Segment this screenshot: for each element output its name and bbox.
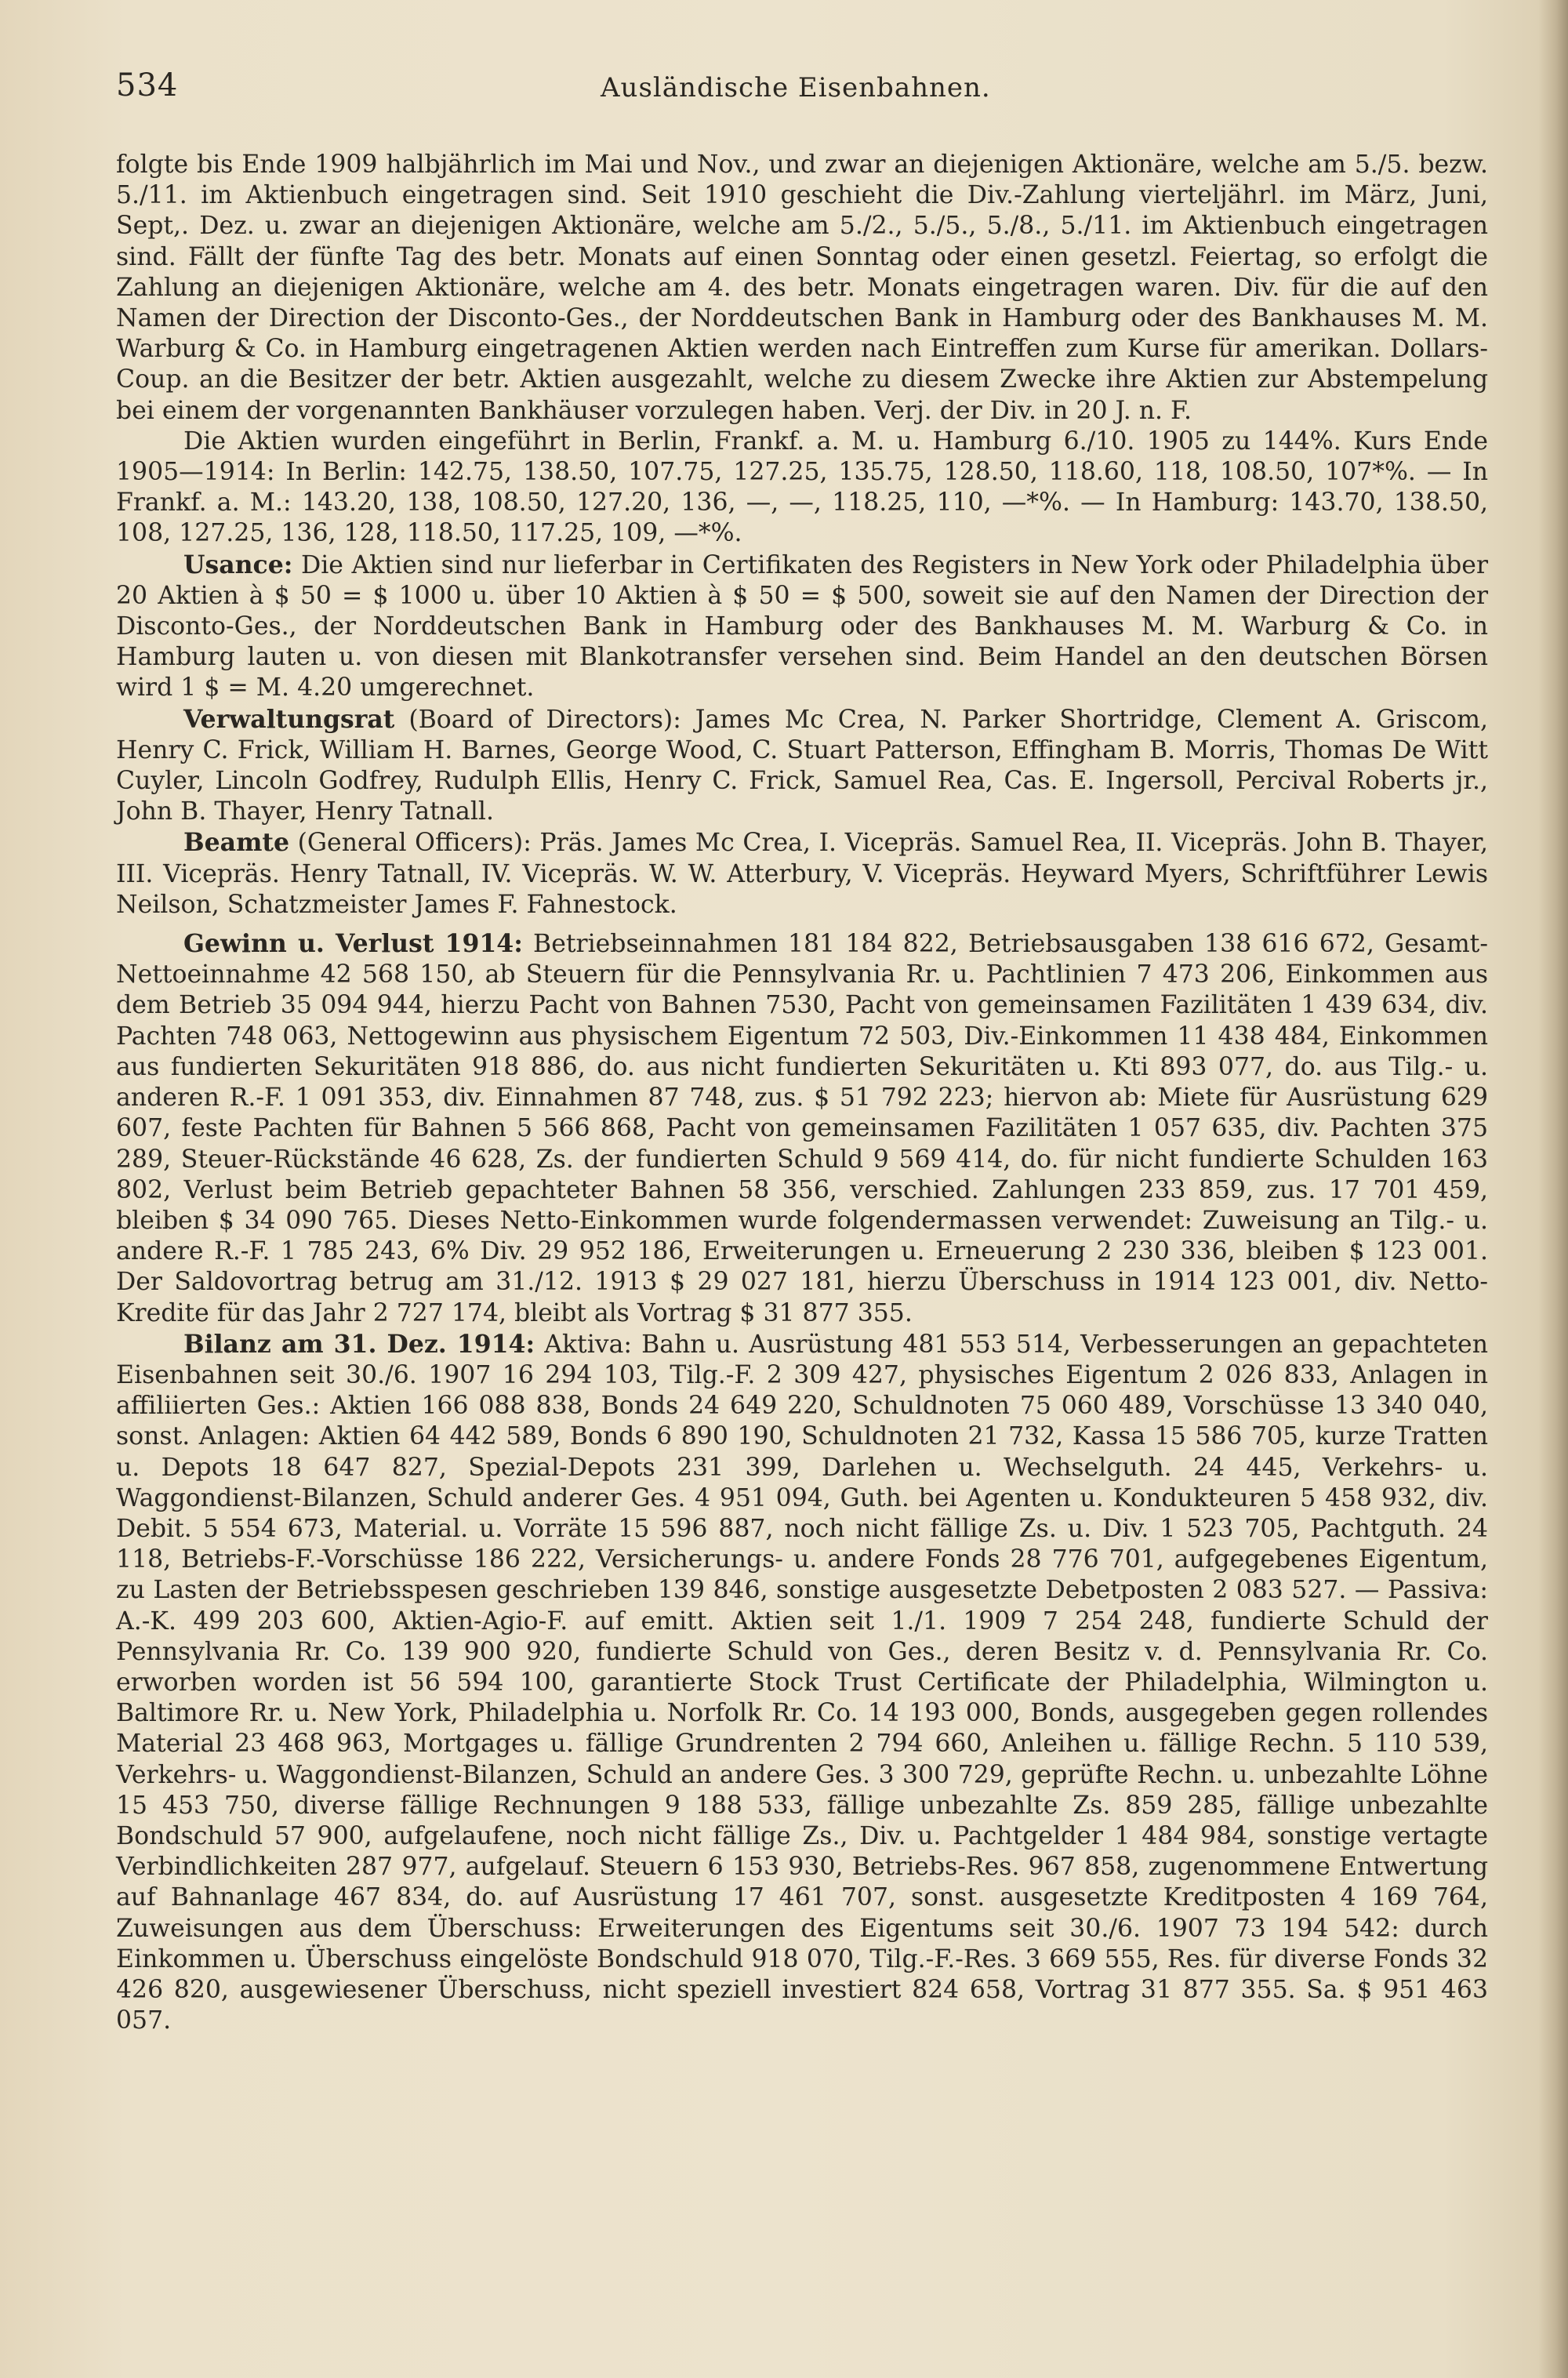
body-text	[116, 150, 1488, 2036]
paragraph-listing-prices: Die Aktien wurden eingeführt in Berlin, Frankf. a. M. u. Hamburg 6./10. 1905 zu 144%. Kurs Ende 1905—1914: In Berlin: 142.75, 138.50, 107.75, 127.25, 135.75, 128.50, 118.60, 118, 108.50, 107*%. — In Frankf. a. M.: 143.20, 138, 108.50, 127.20, 136, —, —, 118.25, 110, —*%. — In Hamburg: 143.70, 138.50, 108, 127.25, 136, 128, 118.50, 117.25, 109, —*%.	[116, 427, 1488, 548]
paragraph-balance	[116, 1329, 1488, 2037]
paragraph-profit-loss	[116, 928, 1488, 1329]
running-title: Ausländische Eisenbahnen.	[601, 72, 991, 103]
paragraph-dividend-payment: folgte bis Ende 1909 halbjährlich im Mai und Nov., und zwar an diejenigen Aktionäre, welche am 5./5. bezw. 5./11. im Aktienbuch eingetragen sind. Seit 1910 geschieht die Div.-Zahlung vierteljährl. im März, Juni, Sept,. Dez. u. zwar an diejenigen Aktionäre, welche am 5./2., 5./5., 5./8., 5./11. im Aktienbuch eingetragen sind. Fällt der fünfte Tag des betr. Monats auf einen Sonntag oder einen gesetzl. Feiertag, so erfolgt die Zahlung an diejenigen Aktionäre, welche am 4. des betr. Monats eingetragen waren. Div. für die auf den Namen der Direction der Disconto-Ges., der Norddeutschen Bank in Hamburg oder des Bankhauses M. M. Warburg & Co. in Hamburg eingetragenen Aktien werden nach Eintreffen zum Kurse für amerikan. Dollars-Coup. an die Besitzer der betr. Aktien ausgezahlt, welche zu diesem Zwecke ihre Aktien zur Abstempelung bei einem der vorgenannten Bankhäuser vorzulegen haben. Verj. der Div. in 20 J. n. F.	[116, 151, 1488, 425]
page-header	[116, 67, 1488, 114]
paragraph-officers	[116, 827, 1488, 920]
officers-text: (General Officers): Präs. James Mc Crea, I. Vicepräs. Samuel Rea, II. Vicepräs. John B. Thayer, III. Vicepräs. Henry Tatnall, IV. Vicepräs. W. W. Atterbury, V. Vicepräs. Heyward Myers, Schriftführer Lewis Neilson, Schatzmeister James F. Fahnestock.	[116, 829, 1488, 919]
paragraph-board	[116, 704, 1488, 828]
board-text: (Board of Directors): James Mc Crea, N. Parker Shortridge, Clement A. Griscom, Henry C. Frick, William H. Barnes, George Wood, C. Stuart Patterson, Effingham B. Morris, Thomas De Witt Cuyler, Lincoln Godfrey, Rudulph Ellis, Henry C. Frick, Samuel Rea, Cas. E. Ingersoll, Percival Roberts jr., John B. Thayer, Henry Tatnall.	[116, 705, 1488, 826]
paragraph-usance	[116, 550, 1488, 704]
usance-label: Usance:	[183, 550, 293, 579]
page-edge-shadow	[1538, 0, 1568, 2378]
profit-loss-label: Gewinn u. Verlust 1914:	[183, 929, 523, 959]
profit-loss-text: Betriebseinnahmen 181 184 822, Betriebsausgaben 138 616 672, Gesamt-Nettoeinnahme 42 568 150, ab Steuern für die Pennsylvania Rr. u. Pachtlinien 7 473 206, Einkommen aus dem Betrieb 35 094 944, hierzu Pacht von Bahnen 7530, Pacht von gemeinsamen Fazilitäten 1 439 634, div. Pachten 748 063, Nettogewinn aus physischem Eigentum 72 503, Div.-Einkommen 11 438 484, Einkommen aus fundierten Sekuritäten 918 886, do. aus nicht fundierten Sekuritäten u. Kti 893 077, do. aus Tilg.- u. anderen R.-F. 1 091 353, div. Einnahmen 87 748, zus. $ 51 792 223; hiervon ab: Miete für Ausrüstung 629 607, feste Pachten für Bahnen 5 566 868, Pacht von gemeinsamen Fazilitäten 1 057 635, div. Pachten 375 289, Steuer-Rückstände 46 628, Zs. der fundierten Schuld 9 569 414, do. für nicht fundierte Schulden 163 802, Verlust beim Betrieb gepachteter Bahnen 58 356, verschied. Zahlungen 233 859, zus. 17 701 459, bleiben $ 34 090 765. Dieses Netto-Einkommen wurde folgendermassen verwendet: Zuweisung an Tilg.- u. andere R.-F. 1 785 243, 6% Div. 29 952 186, Erweiterungen u. Erneuerung 2 230 336, bleiben $ 123 001. Der Saldovortrag betrug am 31./12. 1913 $ 29 027 181, hierzu Überschuss in 1914 123 001, div. Netto-Kredite für das Jahr 2 727 174, bleibt als Vortrag $ 31 877 355.	[116, 930, 1488, 1327]
balance-label: Bilanz am 31. Dez. 1914:	[183, 1329, 535, 1359]
usance-text: Die Aktien sind nur lieferbar in Certifikaten des Registers in New York oder Philadelphia über 20 Aktien à $ 50 = $ 1000 u. über 10 Aktien à $ 50 = $ 500, soweit sie auf den Namen der Direction der Disconto-Ges., der Norddeutschen Bank in Hamburg oder des Bankhauses M. M. Warburg & Co. in Hamburg lauten u. von diesen mit Blankotransfer versehen sind. Beim Handel an den deutschen Börsen wird 1 $ = M. 4.20 umgerechnet.	[116, 550, 1488, 703]
board-label: Verwaltungsrat	[183, 704, 395, 734]
page-number: 534	[116, 67, 179, 103]
balance-text: Aktiva: Bahn u. Ausrüstung 481 553 514, Verbesserungen an gepachteten Eisenbahnen seit 30./6. 1907 16 294 103, Tilg.-F. 2 309 427, physisches Eigentum 2 026 833, Anlagen in affiliierten Ges.: Aktien 166 088 838, Bonds 24 649 220, Schuldnoten 75 060 489, Vorschüsse 13 340 040, sonst. Anlagen: Aktien 64 442 589, Bonds 6 890 190, Schuldnoten 21 732, Kassa 15 586 705, kurze Tratten u. Depots 18 647 827, Spezial-Depots 231 399, Darlehen u. Wechselguth. 24 445, Verkehrs- u. Waggondienst-Bilanzen, Schuld anderer Ges. 4 951 094, Guth. bei Agenten u. Kondukteuren 5 458 932, div. Debit. 5 554 673, Material. u. Vorräte 15 596 887, noch nicht fällige Zs. u. Div. 1 523 705, Pachtguth. 24 118, Betriebs-F.-Vorschüsse 186 222, Versicherungs- u. andere Fonds 28 776 701, aufgegebenes Eigentum, zu Lasten der Betriebsspesen geschrieben 139 846, sonstige ausgesetzte Debetposten 2 083 527. — Passiva: A.-K. 499 203 600, Aktien-Agio-F. auf emitt. Aktien seit 1./1. 1909 7 254 248, fundierte Schuld der Pennsylvania Rr. Co. 139 900 920, fundierte Schuld von Ges., deren Besitz v. d. Pennsylvania Rr. Co. erworben worden ist 56 594 100, garantierte Stock Trust Certificate der Philadelphia, Wilmington u. Baltimore Rr. u. New York, Philadelphia u. Norfolk Rr. Co. 14 193 000, Bonds, ausgegeben gegen rollendes Material 23 468 963, Mortgages u. fällige Grundrenten 2 794 660, Anleihen u. fällige Rechn. 5 110 539, Verkehrs- u. Waggondienst-Bilanzen, Schuld an andere Ges. 3 300 729, geprüfte Rechn. u. unbezahlte Löhne 15 453 750, diverse fällige Rechnungen 9 188 533, fällige unbezahlte Zs. 859 285, fällige unbezahlte Bondschuld 57 900, aufgelaufene, noch nicht fällige Zs., Div. u. Pachtgelder 1 484 984, sonstige vertagte Verbindlichkeiten 287 977, aufgelauf. Steuern 6 153 930, Betriebs-Res. 967 858, zugenommene Entwertung auf Bahnanlage 467 834, do. auf Ausrüstung 17 461 707, sonst. ausgesetzte Kreditposten 4 169 764, Zuweisungen aus dem Überschuss: Erweiterungen des Eigentums seit 30./6. 1907 73 194 542: durch Einkommen u. Überschuss eingelöste Bondschuld 918 070, Tilg.-F.-Res. 3 669 555, Res. für diverse Fonds 32 426 820, ausgewiesener Überschuss, nicht speziell investiert 824 658, Vortrag 31 877 355. Sa. $ 951 463 057.	[116, 1330, 1488, 2035]
officers-label: Beamte	[183, 828, 289, 858]
